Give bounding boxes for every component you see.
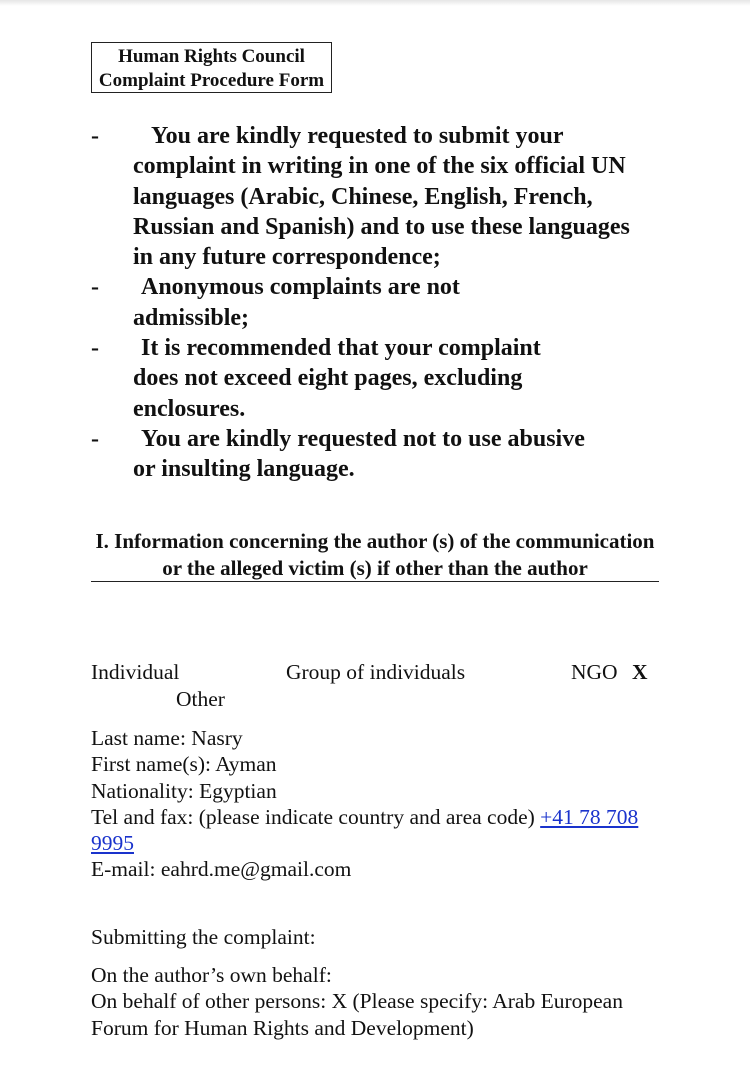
instruction-item bbox=[91, 333, 651, 424]
own-behalf-option: On the author’s own behalf: bbox=[91, 963, 332, 987]
header-line-form: Complaint Procedure Form bbox=[98, 70, 325, 91]
bullet-dash: - bbox=[91, 335, 99, 362]
author-details bbox=[91, 725, 661, 883]
instructions-list bbox=[91, 121, 651, 485]
page-top-shadow bbox=[0, 0, 750, 6]
instruction-item bbox=[91, 272, 651, 333]
instruction-text: You are kindly requested to submit your complaint in writing in one of the six official UN languages (Arabic, Chinese, English, French, Russian and Spanish) and to use these languages in any future correspondence; bbox=[133, 123, 630, 271]
bullet-dash: - bbox=[91, 425, 99, 452]
tel-fax-field bbox=[91, 804, 661, 857]
author-type-individual: Individual bbox=[91, 660, 180, 684]
author-type-group: Group of individuals bbox=[286, 660, 466, 684]
instruction-text: It is recommended that your complaint does not exceed eight pages, excluding enclosures. bbox=[133, 335, 541, 422]
nationality-field: Nationality: Egyptian bbox=[91, 778, 277, 803]
author-type-ngo-mark: X bbox=[632, 660, 648, 684]
first-name-field: First name(s): Ayman bbox=[91, 752, 277, 777]
instruction-text: You are kindly requested not to use abusive or insulting language. bbox=[133, 425, 585, 483]
bullet-dash: - bbox=[91, 274, 99, 301]
instruction-item bbox=[91, 121, 651, 272]
other-behalf-option: On behalf of other persons: X (Please specify: Arab European Forum for Human Rights and Development) bbox=[91, 989, 623, 1040]
bullet-dash: - bbox=[91, 123, 99, 149]
submission-label: Submitting the complaint: bbox=[91, 925, 316, 949]
author-type-ngo: NGO bbox=[571, 660, 618, 684]
author-type-other: Other bbox=[176, 687, 225, 711]
tel-fax-label: Tel and fax: (please indicate country and area code) bbox=[91, 804, 541, 829]
form-header-box bbox=[91, 42, 332, 93]
last-name-field: Last name: Nasry bbox=[91, 726, 243, 750]
email-field: E-mail: eahrd.me@gmail.com bbox=[91, 857, 352, 882]
tel-fax-link[interactable]: +41 78 708 9995 bbox=[91, 804, 639, 856]
header-line-council: Human Rights Council bbox=[118, 46, 305, 67]
submission-options bbox=[91, 962, 666, 1041]
instruction-item bbox=[91, 424, 651, 485]
instruction-text: Anonymous complaints are not admissible; bbox=[133, 274, 460, 331]
section-title: I. Information concerning the author (s) of the communication or the alleged victim (s) if other than the author bbox=[91, 528, 659, 582]
